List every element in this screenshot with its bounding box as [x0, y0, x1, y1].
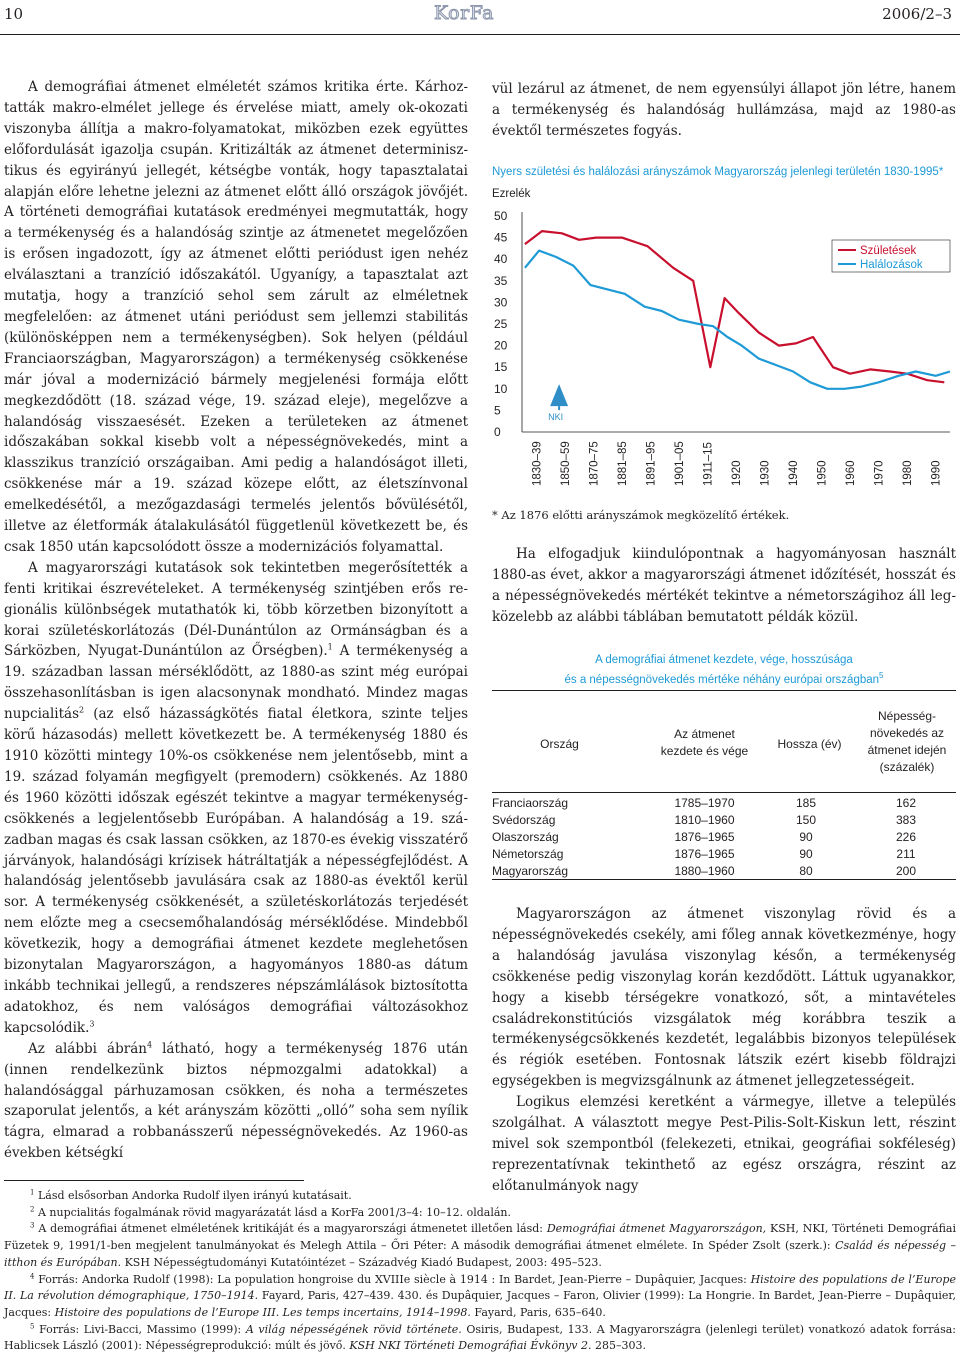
footnote-4: $^4$ Forrás: Andorka Rudolf (1998): La population hongroise du XVIIIe siècle à 1914 : In Bardet, Jean-Pierre – Dupâquier, Jacques: Histoire des populations de l’Europe II. La révolution démographique, 1750–1914. Fayard, Paris, 427–439. 430. és Dupâquier, Jacques – Faron, Olivier (1999): La Hongrie. In Bardet, Jean-Pierre – Dupâquier, Jacques: Histoire des populations de l’Europe III. Les temps incertains, 1914–1998. Fayard, Paris, 635–640. [4, 1271, 956, 1319]
footnote-ref-1: 1 [327, 642, 333, 652]
table-row: Németország [492, 847, 564, 861]
page-header [0, 0, 960, 36]
table-title: A demográfiai átmenet kezdete, vége, hosszúsága és a népességnövekedés mértéke néhány európai országban$^5$ [564, 654, 884, 686]
tree-icon [550, 384, 568, 406]
footnote-3: $^3$ A demográfiai átmenet elméletének kritikáját és a magyarországi átmenetet illetően lásd: Demográfiai átmenet Magyarországon, KSH, NKI, Történeti Demográfiai Füzetek 9, 1991/1-ben megjelent tanulmányokat és Melegh Attila – Őri Péter: A második demográfiai átmenet elmélete. In Spéder Zsolt (szerk.): Család és népesség – itthon és Európában. KSH Népességtudományi Kutatóintézet – Századvég Kiadó Budapest, 2003: 495–523. [4, 1221, 956, 1269]
x-tick-label: 1980 [902, 460, 915, 486]
x-tick-label: 1901–05 [673, 441, 686, 486]
table-title-sup: 5 [879, 671, 884, 680]
table-cell: 1876–1965 [674, 830, 735, 844]
paragraph-after-table-1: Magyarországon az átmenet viszonylag rövid és a népességnövekedés csekély, ami főleg annak következménye, hogy a halandóság javulása viszonylag későn, a termékenység csökkenése pedig viszonylag korán kezdődött. Láttuk ugyanakkor, hogy a kisebb térségekre vonatkozó, sőt, a mintavételes családrekonstitúciós vizsgálatok még korábbra teszik a termékenységcsökkenés kezdetét, legalábbis bizonyos települések és régiók esetében. Fontosnak látszik ezért kisebb földrajzi egységekben is megvizsgálnunk az átmenet jellegzetességeit. [492, 906, 956, 1090]
y-tick-label: 20 [494, 338, 508, 353]
table-cell: 1785–1970 [674, 796, 735, 810]
table-top-rule [492, 690, 956, 691]
table-cell: 1810–1960 [674, 813, 735, 827]
chart-y-label: Ezrelék [492, 188, 531, 200]
table-cell: 383 [895, 813, 917, 827]
table-header-rule [492, 792, 956, 793]
x-tick-label: 1830–39 [531, 441, 544, 486]
nki-logo-label: NKI [548, 412, 564, 423]
y-tick-label: 40 [494, 252, 508, 267]
y-tick-label: 35 [494, 273, 508, 288]
y-tick-label: 5 [494, 403, 501, 418]
chart-note: * Az 1876 előtti arányszámok megközelítő értékek. [492, 508, 790, 522]
right-column-intro [492, 79, 956, 142]
table-cell: 1880–1960 [674, 864, 735, 878]
table-row: Olaszország [492, 830, 559, 844]
x-tick-label: 1950 [816, 460, 829, 486]
issue-number: 2006/2–3 [882, 5, 952, 23]
journal-logo: KorFa [434, 2, 494, 24]
y-tick-label: 25 [494, 317, 508, 331]
header-rule [0, 34, 960, 35]
x-tick-label: 1970 [873, 460, 886, 486]
paragraph-3: Az alábbi ábrán$^4$ látható, hogy a termékenység 1876 után (innen rendelkezünk biztos népmozgalmi adatokkal) a halandósággal párhuzamosan csökken, és noha a természetes szaporulat jelentős, a két arányszám közötti „olló” soha sem nyílik tágra, elmarad a robbanásszerű népességnövekedés. Az 1960-as években kétségkí [4, 1040, 468, 1162]
footnote-ref-3: 3 [89, 1019, 95, 1029]
column-header-period: Az átmenet kezdete és vége [660, 727, 749, 758]
table-cell: 150 [795, 813, 817, 827]
chart-title: Nyers születési és halálozási arányszámok Magyarország jelenlegi területén 1830-1995* [492, 166, 944, 178]
x-tick-label: 1870–75 [588, 441, 601, 486]
data-table [492, 690, 956, 885]
table-cell: 1876–1965 [674, 847, 735, 861]
table-cell: 226 [895, 830, 917, 844]
paragraph-after-chart: Ha elfogadjuk kiindulópontnak a hagyományosan használt 1880-as évet, akkor a magyarországi átmenet időzítését, hosszát és a népességnövekedés mértékét tekintve a németországihoz áll legközelebb az alábbi táblában bemutatott példák közül. [492, 546, 956, 625]
table-cell: 90 [799, 847, 813, 861]
y-tick-label: 0 [494, 425, 501, 439]
legend-label: Halálozások [860, 259, 923, 271]
footnote-1: $^1$ Lásd elsősorban Andorka Rudolf ilyen irányú kutatásait. [30, 1188, 352, 1202]
table-cell: 200 [895, 864, 917, 878]
paragraph-2: A magyarországi kutatások sok tekintetben megerősítették a fenti kritikai észrevételeket. A termékenység szintjében erős regionális különbségek mutathatók ki, több körzetben bizonyított a korai születéskorlátozás (Dél-Dunántúlon az Ormánságban és a Sárközben, Nyugat-Dunántúlon az Őrségben).$^1$ A termékenység a 19. században lassan mérséklődött, az 1880-as szint még európai összehasonlításban is igen alacsonynak mondható. Mindez magas nupcialitás$^2$ (az első házasságkötés fiatal életkora, szinte teljes körű házasodás) mellett következett be. A termékenység 1880 és 1910 közötti mintegy 10%-os csökkenése nem jelentősebb, mint a 19. század folyamán megfigyelt (premodern) csökkenés. Az 1880 és 1960 közötti időszak egészét tekintve a magyar termékenységcsökkenés a legjelentősebb Európában. A halandóság a 19. században magas és csak lassan csökken, az 1870-es évekig visszatérő járványok, halandósági krízisek hátráltatják a népességfejlődést. A halandóság jelentősebb javulására csak az 1880-as évektől kerül sor. A termékenység csökkenését, a születéskorlátozás terjedését nem előzte meg a csecsemőhalandóság mérséklődése. Mindebből következik, hogy a demográfiai átmenet kezdete meglehetősen bizonytalan Magyarországon, a hagyományos 1880-as dátum inkább technikai jellegű, a rendszeres népszámlálások biztosította adatokhoz, és nem valóságos demográfiai változásokhoz kapcsolódik.$^3$ [4, 559, 468, 1036]
column-header-growth: Népesség- növekedés az átmenet idején (százalék) [867, 709, 947, 774]
footnote-2: $^2$ A nupcialitás fogalmának rövid magyarázatát lásd a KorFa 2001/3–4: 10–12. oldalán. [30, 1205, 511, 1219]
table-cell: 80 [799, 864, 813, 878]
right-column-bottom [492, 904, 956, 1197]
legend-label: Születések [860, 245, 917, 257]
x-tick-label: 1850–59 [559, 441, 572, 486]
x-tick-label: 1940 [788, 460, 801, 486]
x-tick-label: 1920 [731, 460, 743, 486]
table-cell: 185 [795, 796, 817, 810]
y-tick-label: 50 [494, 209, 508, 223]
table-row: Franciaország [492, 796, 569, 810]
table-cell: 162 [895, 796, 917, 810]
table-cell: 211 [896, 847, 916, 861]
table-cell: 90 [799, 830, 813, 844]
y-tick-label: 15 [494, 360, 508, 375]
line-chart [480, 200, 960, 505]
right-column-middle [492, 544, 956, 628]
x-tick-label: 1891–95 [645, 441, 658, 486]
footnote-5: $^5$ Forrás: Livi-Bacci, Massimo (1999): A világ népességének rövid története. Osiris, Budapest, 133. A Magyarországra (jelenlegi terület) vonatkozó adatok forrása: Hablicsek László (2001): Népességreprodukció: múlt és jövő. KSH NKI Történeti Demográfiai Évkönyv 2. 285–303. [4, 1321, 957, 1353]
y-tick-label: 10 [494, 381, 508, 396]
x-tick-label: 1881–85 [616, 441, 629, 486]
x-tick-label: 1930 [759, 460, 772, 486]
column-header-length: Hossza (év) [777, 737, 842, 751]
y-tick-label: 45 [494, 230, 508, 245]
tree-trunk-icon [558, 406, 560, 410]
page-number: 10 [4, 5, 24, 23]
column-header-country: Ország [540, 737, 579, 751]
footnote-ref-4: 4 [146, 1040, 153, 1050]
x-tick-label: 1911–15 [702, 442, 715, 486]
y-tick-label: 30 [494, 295, 508, 310]
x-tick-label: 1960 [845, 460, 858, 486]
footnote-rule [4, 1180, 304, 1181]
paragraph-1: A demográfiai átmenet elméletét számos kritika érte. Kárhoztatták makro-elmélet jellege és érvelése miatt, amely ok-okozati viszonyba állítja a makro-folyamatokat, miközben ezek együttes előfordulását igazolja csupán. Kritizálták az átmenet determinisztikus és egyirányú jellegét, kétségbe vonták, hogy tapasztalatai alapján előre lehetne jelezni az átmenet előtt álló országok jövőjét. A történeti demográfiai kutatások eredményei megmutatták, hogy a termékenység és a halandóság szintje az átmenetet megelőzően is erősen ingadozott, így az átmenet előtti periódust igen nehéz elválasztani a tranzíció időszakától. Ugyanígy, a tapasztalat azt mutatja, hogy a tranzíció sehol sem zárult az elméletnek megfelelően: az átmenet utáni periódust sem jellemzi stabilitás (különösképpen nem a termékenységben). Sok helyen (például Franciaországban, Magyarországon) a termékenység csökkenése már jóval a modernizáció bármely megjelenési formája előtt megkezdődött (18. század vége, 19. század eleje), megelőzve a halandóság visszaesését. Ezeken a területeken az átmenet időszakában sokkal kisebb volt a népességnövekedés, mint a klasszikus tranzíció országaiban. Ami pedig a halandóságot illeti, csökkenése már a 19. század közepe előtt, az életszínvonal emelkedésétől, a mezőgazdasági termelés jelentős bővülésétől, illetve az életformák átalakulásától függetlenül következett be, és csak 1850 után kapcsolódott össze a modernizációs folyamattal. [4, 79, 468, 555]
left-column [4, 77, 468, 1164]
footnotes [4, 1188, 956, 1355]
x-tick-label: 1990 [930, 460, 943, 486]
footnote-ref-2: 2 [79, 705, 85, 715]
table-row: Magyarország [492, 864, 569, 878]
paragraph-after-table-2: Logikus elemzési keretként a vármegye, illetve a település szolgálhat. A választott megye Pest-Pilis-Solt-Kiskun lett, részint mivel sok szempontból (felekezeti, etnikai, geográfiai sokféleség) reprezentatívnak tekinthető az egész országra, részint az előtanulmányok nagy [492, 1094, 956, 1194]
paragraph-continued: vül lezárul az átmenet, de nem egyensúlyi állapot jön létre, hanem a termékenység és halandóság hullámzása, majd az 1980-as évektől természetes fogyás. [492, 81, 956, 139]
table-row: Svédország [492, 813, 556, 827]
table-bottom-rule [492, 879, 956, 880]
